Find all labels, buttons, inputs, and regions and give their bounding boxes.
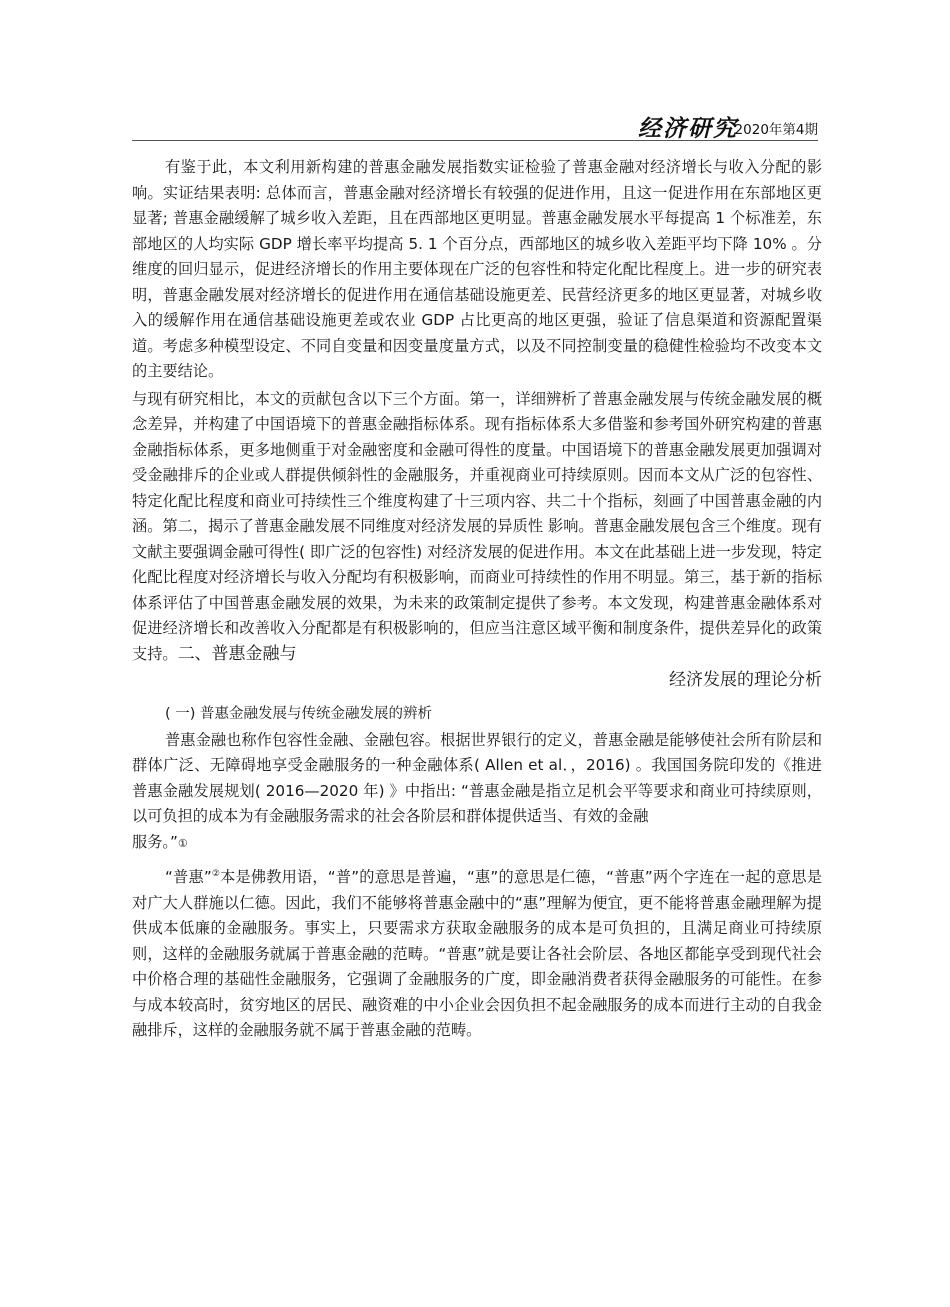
definition-end-text: 服务。” xyxy=(132,832,178,851)
article-body xyxy=(132,155,822,1044)
puhui-term: “普惠” xyxy=(165,868,212,886)
paragraph-intro: 有鉴于此，本文利用新构建的普惠金融发展指数实证检验了普惠金融对经济增长与收入分配的影响。实证结果表明: 总体而言，普惠金融对经济增长有较强的促进作用，且这一促进作用在东部地区更显著; 普惠金融缓解了城乡收入差距，且在西部地区更明显。普惠金融发展水平每提高 1 个标准差，东部地区的人均实际 GDP 增长率平均提高 5. 1 个百分点，西部地区的城乡收入差距平均下降 10% 。分维度的回归显示，促进经济增长的作用主要体现在广泛的包容性和特定化配比程度上。进一步的研究表明，普惠金融发展对经济增长的促进作用在通信基础设施更差、民营经济更多的地区更显著，对城乡收入的缓解作用在通信基础设施更差或农业 GDP 占比更高的地区更强，验证了信息渠道和资源配置渠道。考虑多种模型设定、不同自变量和因变量度量方式，以及不同控制变量的稳健性检验均不改变本文的主要结论。 xyxy=(132,158,822,380)
paragraph-definition-end xyxy=(132,830,822,857)
paragraph-definition: 普惠金融也称作包容性金融、金融包容。根据世界银行的定义，普惠金融是能够使社会所有阶层和群体广泛、无障碍地享受金融服务的一种金融体系( Allen et al．，2016) 。我国国务院印发的《推进普惠金融发展规划( 2016—2020 年) 》中指出: “普惠金融是指立足机会平等要求和商业可持续原则，以可负担的成本为有金融服务需求的社会各阶层和群体提供适当、有效的金融 xyxy=(132,730,822,825)
subsection-heading: ( 一) 普惠金融发展与传统金融发展的辨析 xyxy=(165,706,433,722)
issue-label: 2020年第4期 xyxy=(734,122,818,138)
puhui-text: 本是佛教用语，“普”的意思是普遍，“惠”的意思是仁德，“普惠”两个字连在一起的意思是对广大人群施以仁德。因此，我们不能够将普惠金融中的“惠”理解为便宜，更不能将普惠金融理解为提供成本低廉的金融服务。事实上，只要需求方获取金融服务的成本是可负担的，且满足商业可持续原则，这样的金融服务就属于普惠金融的范畴。“普惠”就是要让各社会阶层、各地区都能享受到现代社会中价格合理的基础性金融服务，它强调了金融服务的广度，即金融消费者获得金融服务的可能性。在参与成本较高时，贫穷地区的居民、融资难的中小企业会因负担不起金融服务的成本而进行主动的自我金融排斥，这样的金融服务就不属于普惠金融的范畴。 xyxy=(132,868,822,1039)
paragraph-puhui xyxy=(132,865,822,1044)
paragraph-contributions xyxy=(132,387,822,668)
footnote-marker-2: ② xyxy=(211,868,221,879)
contributions-text: 与现有研究相比，本文的贡献包含以下三个方面。第一，详细辨析了普惠金融发展与传统金融发展的概念差异，并构建了中国语境下的普惠金融指标体系。现有指标体系大多借鉴和参考国外研究构建的普惠金融指标体系，更多地侧重于对金融密度和金融可得性的度量。中国语境下的普惠金融发展更加强调对受金融排斥的企业或人群提供倾斜性的金融服务，并重视商业可持续原则。因而本文从广泛的包容性、特定化配比程度和商业可持续性三个维度构建了十三项内容、共二十个指标，刻画了中国普惠金融的内涵。第二，揭示了普惠金融发展不同维度对经济发展的异质性 影响。普惠金融发展包含三个维度。现有文献主要强调金融可得性( 即广泛的包容性) 对经济发展的促进作用。本文在此基础上进一步发现，特定化配比程度对经济增长与收入分配均有积极影响，而商业可持续性的作用不明显。第三，基于新的指标体系评估了中国普惠金融发展的效果，为未来的政策制定提供了参考。本文发现，构建普惠金融体系对促进经济增长和改善收入分配都是有积极影响的，但应当注意区域平衡和制度条件，提供差异化的政策支持。 xyxy=(132,389,822,663)
journal-masthead: 经济研究 xyxy=(638,115,738,142)
section-heading-part2: 经济发展的理论分析 xyxy=(669,670,822,690)
footnote-marker-1: ① xyxy=(177,836,188,850)
section-heading-part1: 二、普惠金融与 xyxy=(177,643,297,664)
page-header xyxy=(132,108,818,141)
